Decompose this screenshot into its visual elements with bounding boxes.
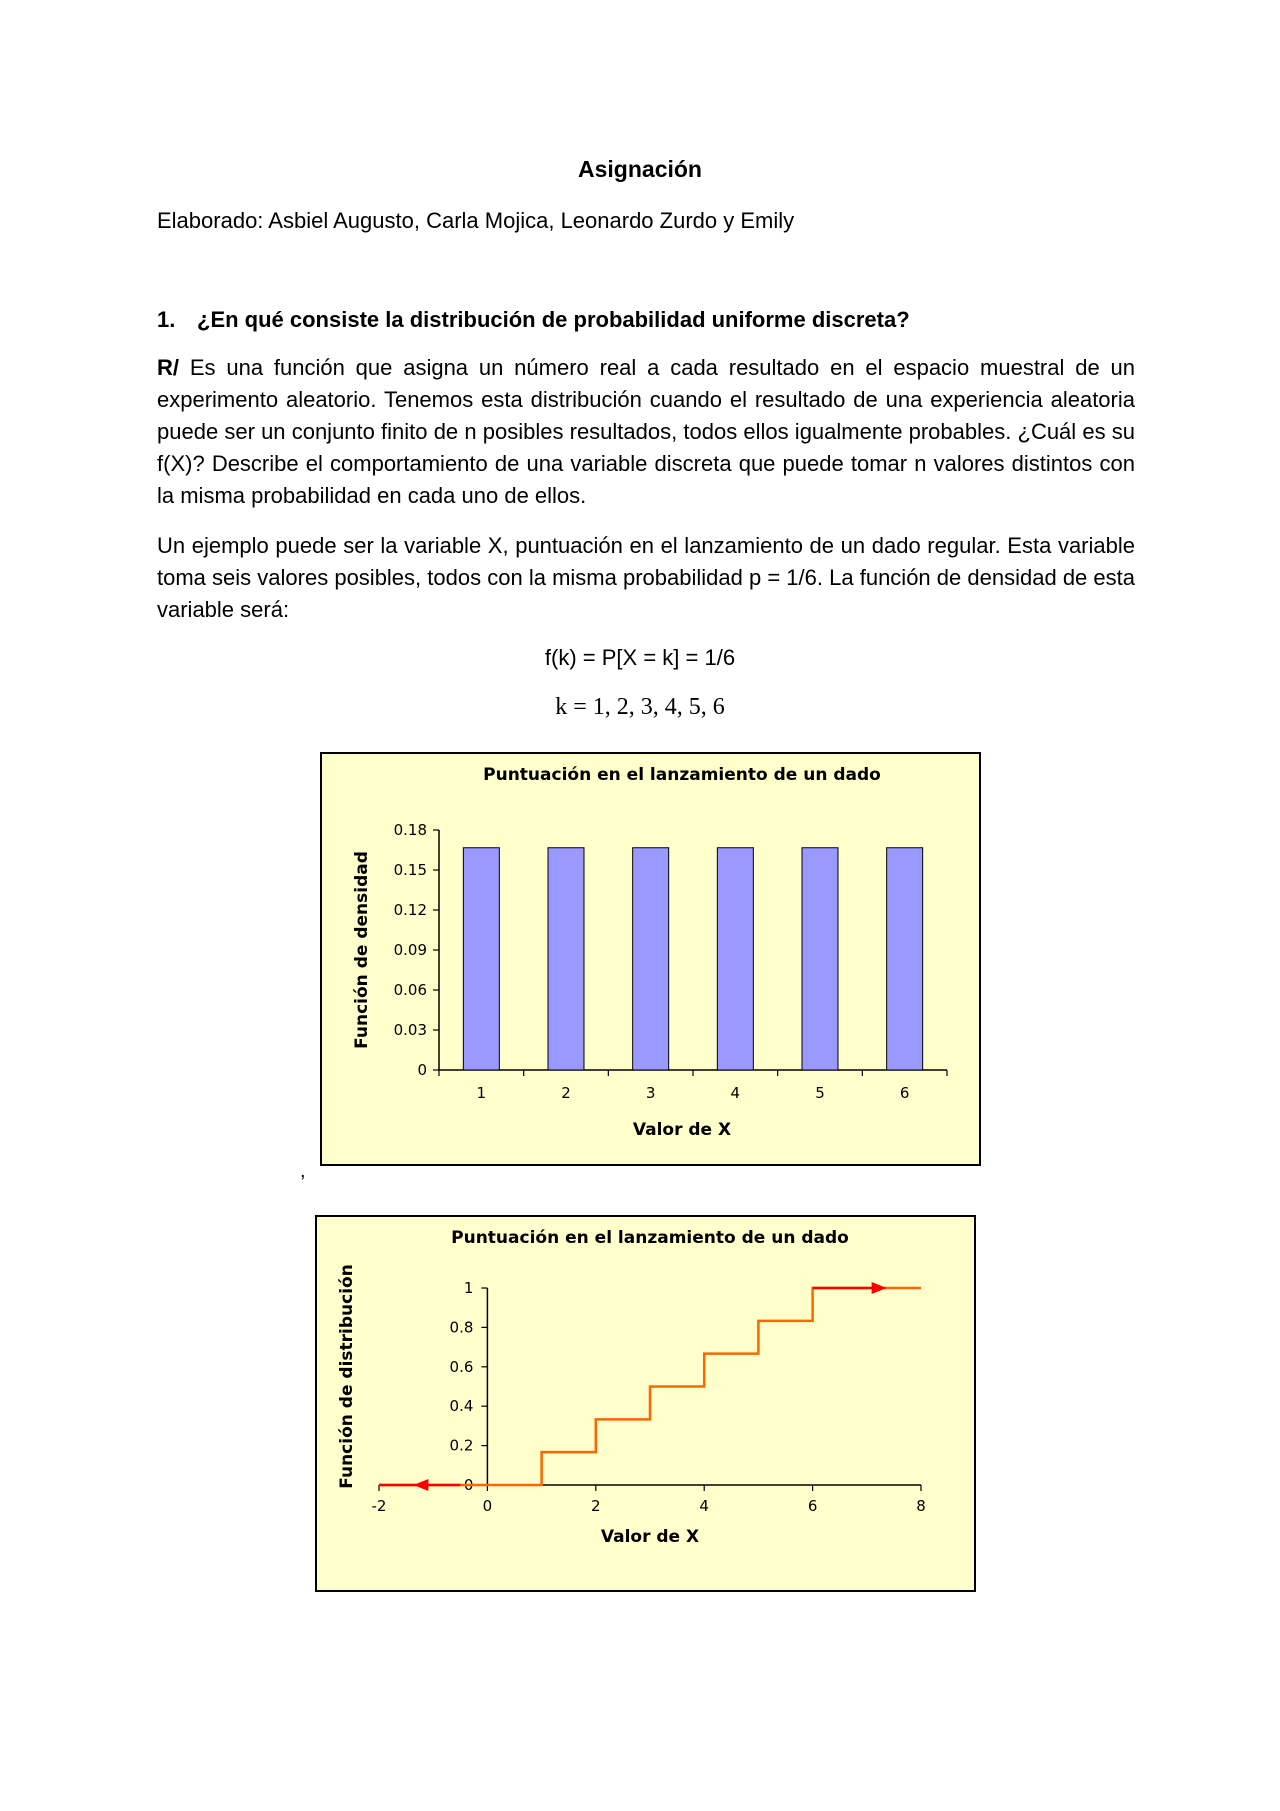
- x-tick-label: 6: [807, 1497, 818, 1515]
- answer-label: R/: [157, 355, 179, 380]
- question-text: ¿En qué consiste la distribución de probabilidad uniforme discreta?: [197, 307, 910, 332]
- y-axis-label: Función de distribución: [337, 1264, 357, 1489]
- y-tick-label: 0.15: [393, 861, 427, 879]
- k-values-formula: k = 1, 2, 3, 4, 5, 6: [555, 694, 725, 720]
- y-tick-label: 1: [463, 1279, 474, 1297]
- y-axis-label: Función de densidad: [352, 851, 372, 1049]
- question-number: 1.: [157, 307, 176, 332]
- x-tick-label: 8: [916, 1497, 926, 1515]
- bar: [887, 848, 923, 1070]
- example-paragraph: Un ejemplo puede ser la variable X, puntuación en el lanzamiento de un dado regular. Esta variable toma seis valores posibles, todos con la misma probabilidad p = 1/6. La función de densidad de esta variable será:: [157, 533, 1135, 622]
- y-tick-label: 0: [463, 1476, 474, 1494]
- x-tick-label: 4: [730, 1084, 741, 1102]
- density-chart-svg: [322, 754, 979, 1164]
- y-tick-label: 0.4: [449, 1397, 474, 1416]
- chart-title: Puntuación en el lanzamiento de un dado: [451, 1228, 849, 1248]
- x-tick-label: 2: [561, 1084, 571, 1102]
- question-1: [157, 304, 1135, 336]
- bar: [463, 848, 499, 1070]
- x-tick-label: 1: [476, 1084, 487, 1102]
- distribution-chart-svg: [317, 1217, 974, 1590]
- y-tick-label: 0: [417, 1061, 427, 1079]
- y-tick-label: 0.6: [449, 1357, 474, 1376]
- stray-comma: ,: [300, 1160, 306, 1182]
- chart-title: Puntuación en el lanzamiento de un dado: [483, 765, 881, 785]
- density-formula: f(k) = P[X = k] = 1/6: [544, 645, 736, 670]
- y-tick-label: 0.09: [393, 941, 427, 959]
- right-arrow-icon: [872, 1282, 887, 1294]
- y-tick-label: 0.18: [393, 821, 427, 839]
- x-tick-label: -2: [371, 1497, 387, 1515]
- bar: [633, 848, 669, 1070]
- bar: [548, 848, 584, 1070]
- authors-line: Elaborado: Asbiel Augusto, Carla Mojica, Leonardo Zurdo y Emily: [157, 208, 795, 233]
- x-tick-label: 6: [899, 1084, 910, 1102]
- answer-paragraph: [157, 352, 1135, 512]
- bar: [802, 848, 838, 1070]
- y-tick-label: 0.06: [393, 981, 427, 999]
- bar: [717, 848, 753, 1070]
- y-tick-label: 0.03: [393, 1021, 427, 1039]
- x-axis-label: Valor de X: [632, 1120, 732, 1140]
- answer-text: Es una función que asigna un número real a cada resultado en el espacio muestral de un experimento aleatorio. Tenemos esta distribución cuando el resultado de una experiencia aleatoria puede ser un conjunto finito de n posibles resultados, todos ellos igualmente probables. ¿Cuál es su f(X)? Describe el comportamiento de una variable discreta que puede tomar n valores distintos con la misma probabilidad en cada uno de ellos.: [157, 355, 1135, 508]
- distribution-chart: [315, 1215, 976, 1592]
- y-tick-label: 0.2: [449, 1436, 474, 1455]
- y-tick-label: 0.12: [393, 901, 427, 919]
- document-title: Asignación: [578, 156, 702, 182]
- x-tick-label: 2: [591, 1497, 601, 1515]
- x-axis-label: Valor de X: [600, 1527, 700, 1547]
- x-tick-label: 3: [645, 1084, 656, 1102]
- x-tick-label: 5: [815, 1084, 825, 1102]
- density-chart: [320, 752, 981, 1166]
- left-arrow-icon: [413, 1479, 428, 1491]
- x-tick-label: 0: [482, 1497, 493, 1515]
- y-tick-label: 0.8: [449, 1318, 474, 1337]
- x-tick-label: 4: [699, 1497, 709, 1515]
